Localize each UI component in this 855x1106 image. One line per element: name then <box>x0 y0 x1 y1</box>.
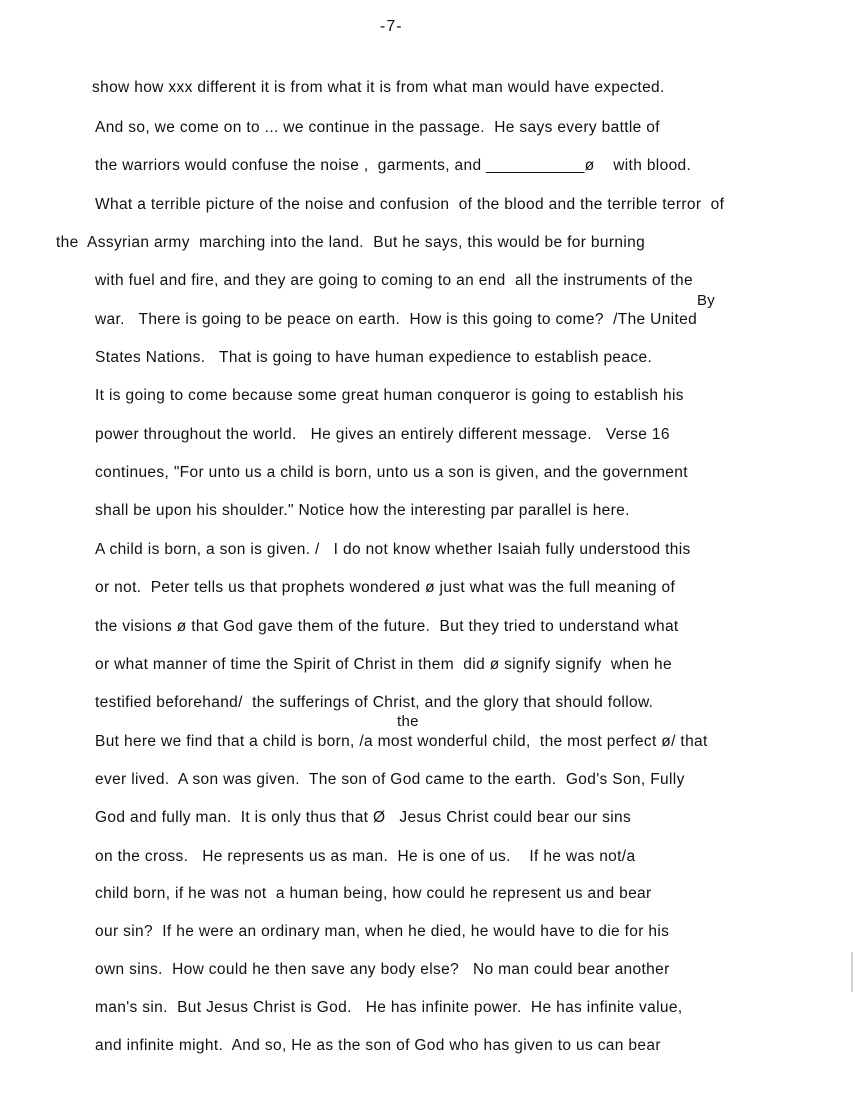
body-line-17: testified beforehand/ the sufferings of Christ, and the glory that should follow. <box>95 694 654 711</box>
body-line-10: power throughout the world. He gives an entirely different message. Verse 16 <box>95 426 670 443</box>
body-line-4: What a terrible picture of the noise and confusion of the blood and the terrible terror of <box>95 196 725 213</box>
body-line-5: the Assyrian army marching into the land. But he says, this would be for burning <box>56 234 646 251</box>
insertion-by: By <box>697 292 716 309</box>
body-line-14: or not. Peter tells us that prophets wondered ø just what was the full meaning of <box>95 579 676 596</box>
body-line-22: child born, if he was not a human being, how could he represent us and bear <box>95 885 652 902</box>
insertion-the: the <box>397 713 419 730</box>
body-line-19: ever lived. A son was given. The son of God came to the earth. God's Son, Fully <box>95 771 685 788</box>
body-line-25: man's sin. But Jesus Christ is God. He has infinite power. He has infinite value, <box>95 999 683 1016</box>
body-line-1: show how xxx different it is from what it is from what man would have expected. <box>92 79 665 96</box>
body-line-21: on the cross. He represents us as man. He is one of us. If he was not/a <box>95 848 636 865</box>
body-line-18: But here we find that a child is born, /a most wonderful child, the most perfect ø/ that <box>95 733 708 750</box>
body-line-13: A child is born, a son is given. / I do not know whether Isaiah fully understood this <box>95 541 691 558</box>
body-line-16: or what manner of time the Spirit of Christ in them did ø signify signify when he <box>95 656 672 673</box>
body-line-26: and infinite might. And so, He as the son of God who has given to us can bear <box>95 1037 661 1054</box>
body-line-20: God and fully man. It is only thus that Ø Jesus Christ could bear our sins <box>95 809 632 826</box>
page-edge-mark <box>851 952 853 992</box>
body-line-7: war. There is going to be peace on earth. How is this going to come? /The United <box>95 311 698 328</box>
body-line-12: shall be upon his shoulder." Notice how the interesting par parallel is here. <box>95 502 630 519</box>
body-line-23: our sin? If he were an ordinary man, when he died, he would have to die for his <box>95 923 670 940</box>
body-line-9: It is going to come because some great human conqueror is going to establish his <box>95 387 684 404</box>
body-line-6: with fuel and fire, and they are going to coming to an end all the instruments of the <box>95 272 693 289</box>
page-number: -7- <box>380 18 403 35</box>
body-line-2: And so, we come on to ... we continue in the passage. He says every battle of <box>95 119 660 136</box>
body-line-24: own sins. How could he then save any body else? No man could bear another <box>95 961 670 978</box>
body-line-11: continues, "For unto us a child is born, unto us a son is given, and the government <box>95 464 688 481</box>
body-line-8: States Nations. That is going to have human expedience to establish peace. <box>95 349 653 366</box>
body-line-15: the visions ø that God gave them of the future. But they tried to understand what <box>95 618 679 635</box>
body-line-3: the warriors would confuse the noise , garments, and ___________ø with blood. <box>95 157 692 174</box>
